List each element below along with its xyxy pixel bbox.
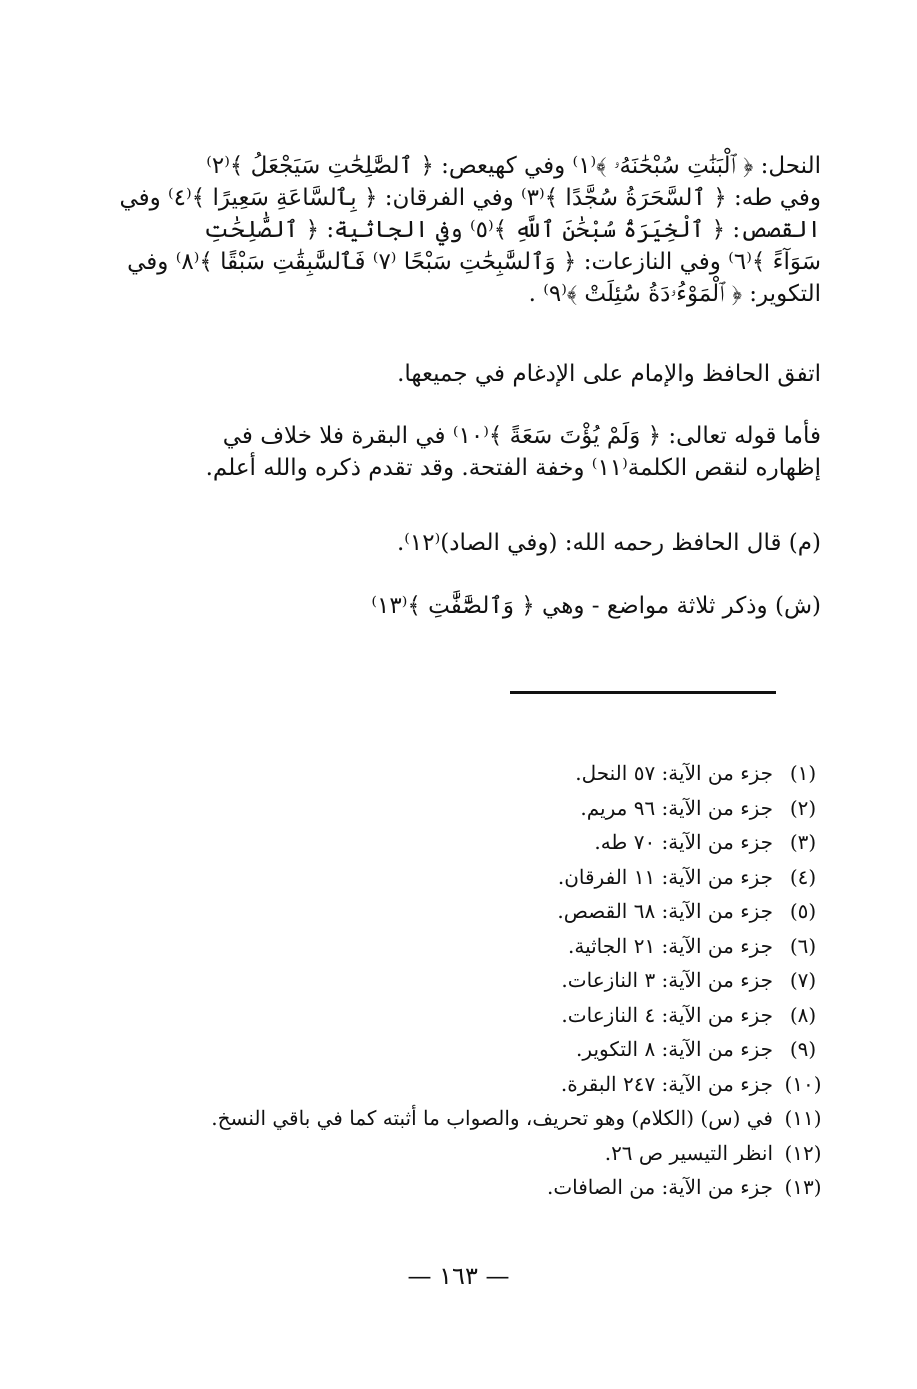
footnote-item: [105, 1101, 825, 1136]
text-line: فأما قوله تعالى: ﴿ وَلَمْ يُؤْتَ سَعَةً ﴾⁽١٠⁾ في البقرة فلا خلاف في: [222, 423, 821, 449]
footnote-number: (٢): [789, 795, 817, 820]
footnote-number: (٥): [789, 899, 817, 923]
footnote-text: في (س) (الكلام) وهو تحريف، والصواب ما أثبته كما في باقي النسخ.: [211, 1106, 773, 1130]
footnote-text: جزء من الآية: ٦٨ القصص.: [557, 899, 773, 923]
footnote-text: جزء من الآية: ٥٧ النحل.: [575, 761, 773, 785]
footnote-item: [105, 825, 825, 860]
paragraph-quran-examples: [119, 150, 821, 310]
footnote-text: جزء من الآية: ٢٤٧ البقرة.: [560, 1071, 773, 1096]
footnote-number: (٦): [789, 933, 817, 958]
text-line: القصص: ﴿ ٱلْخِيَرَةُ سُبْحَٰنَ ٱللَّهِ ﴾⁽٥⁾ وفي الجاثية: ﴿ ٱلصَّٰلِحَٰتِ: [203, 217, 821, 243]
text-line: اتفق الحافظ والإمام على الإدغام في جميعها.: [397, 361, 821, 387]
footnote-text: جزء من الآية: ٩٦ مريم.: [580, 795, 773, 820]
footnote-number: (١١): [784, 1106, 822, 1130]
footnote-item: [105, 894, 825, 929]
footnote-text: جزء من الآية: ٢١ الجاثية.: [568, 933, 773, 958]
paragraph-exception: [131, 420, 821, 484]
footnote-text: جزء من الآية: من الصافات.: [546, 1175, 773, 1199]
paragraph-sharh: [131, 590, 821, 622]
text-line: سَوَآءً ﴾⁽٦⁾ وفي النازعات: ﴿ وَٱلسَّٰبِحَٰتِ سَبْحًا ⁽٧⁾ فَٱلسَّٰبِقَٰتِ سَبْقًا ﴾⁽٨⁾ وفي: [127, 249, 821, 275]
text-line: (م) قال الحافظ رحمه الله: (وفي الصاد)⁽١٢⁾.: [396, 530, 821, 556]
text-line: النحل: ﴿ ٱلْبَنَٰتِ سُبْحَٰنَهُۥ ﴾⁽١⁾ وفي كهيعص: ﴿ ٱلصَّٰلِحَٰتِ سَيَجْعَلُ ﴾⁽٢⁾: [206, 153, 821, 179]
footnote-text: جزء من الآية: ٣ النازعات.: [561, 968, 773, 992]
text-line: (ش) وذكر ثلاثة مواضع - وهي ﴿ وَٱلصَّٰٓفَّٰتِ ﴾⁽١٣⁾: [371, 593, 821, 619]
footnote-item: [105, 929, 825, 964]
footnote-item: [105, 756, 825, 791]
footnotes-list: [105, 756, 825, 1205]
footnote-number: (٩): [789, 1037, 817, 1061]
footnote-item: [105, 791, 825, 826]
footnote-number: (٨): [789, 1002, 817, 1027]
footnote-item: [105, 998, 825, 1033]
footnote-text: انظر التيسير ص ٢٦.: [604, 1140, 773, 1165]
footnote-text: جزء من الآية: ٤ النازعات.: [561, 1002, 773, 1027]
paragraph-matn: [131, 527, 821, 559]
text-line: وفي طه: ﴿ ٱلسَّحَرَةُ سُجَّدًا ﴾⁽٣⁾ وفي الفرقان: ﴿ بِٱلسَّاعَةِ سَعِيرًا ﴾⁽٤⁾ وفي: [119, 185, 821, 211]
footnote-item: [105, 1032, 825, 1067]
page-number: — ١٦٣ —: [407, 1262, 510, 1290]
text-line: إظهاره لنقص الكلمة⁽١١⁾ وخفة الفتحة. وقد تقدم ذكره والله أعلم.: [205, 455, 821, 481]
footnote-number: (١٠): [784, 1071, 822, 1096]
footnote-number: (٤): [789, 864, 817, 889]
footnote-item: [105, 1067, 825, 1102]
footnote-text: جزء من الآية: ١١ الفرقان.: [557, 864, 773, 889]
text-line: التكوير: ﴿ ٱلْمَوْءُۥدَةُ سُئِلَتْ ﴾⁽٩⁾ .: [528, 281, 821, 307]
footnote-number: (٧): [789, 968, 817, 992]
footnote-item: [105, 860, 825, 895]
footnote-item: [105, 963, 825, 998]
footnote-item: [105, 1170, 825, 1205]
footnote-item: [105, 1136, 825, 1171]
footnote-number: (١): [789, 761, 817, 785]
footnote-number: (١٣): [784, 1175, 822, 1199]
footnote-separator: [510, 691, 776, 694]
footnote-number: (١٢): [784, 1140, 822, 1165]
footnote-number: (٣): [789, 830, 817, 854]
footnote-text: جزء من الآية: ٨ التكوير.: [576, 1037, 773, 1061]
footnote-text: جزء من الآية: ٧٠ طه.: [594, 830, 773, 854]
paragraph-agreement: [131, 358, 821, 390]
